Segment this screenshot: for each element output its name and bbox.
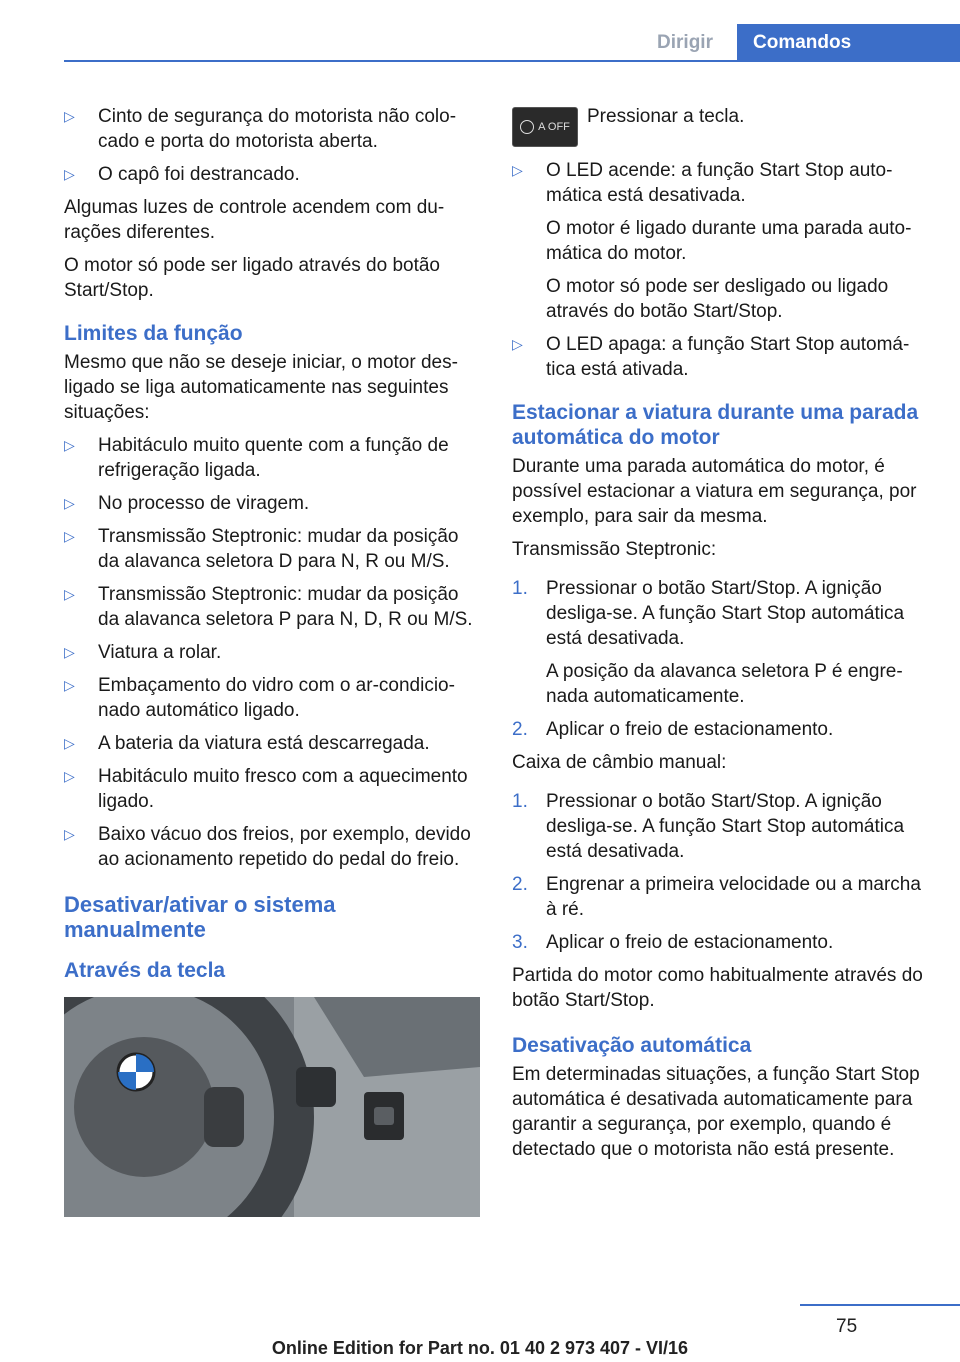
paragraph: Durante uma parada automática do motor, é possível estacionar a viatura em segurança, por exemplo, para sair da mesma.: [512, 456, 917, 527]
key-instruction: Pressionar a tecla.: [587, 106, 745, 127]
list-item: ▷ Baixo vácuo dos freios, por exemplo, devido ao acionamento repetido do pedal do freio.: [64, 824, 471, 870]
list-item: ▷ Habitáculo muito fresco com a aquecimento ligado.: [64, 766, 468, 812]
paragraph: Em determinadas situações, a função Start Stop automática é desativada automaticamente para garantir a segurança, por exemplo, quando é detectado que o motorista não está presente.: [512, 1064, 920, 1160]
left-column: [64, 104, 480, 1217]
header-section: Dirigir: [657, 32, 713, 53]
list-item: ▷ Transmissão Steptronic: mudar da posição da alavanca seletora P para N, D, R ou M/S.: [64, 584, 473, 630]
list-item: ▷ Cinto de segurança do motorista não colocado e porta do motorista aberta.: [64, 106, 457, 152]
heading-manual: Desativar/ativar o sistema manualmente: [64, 892, 336, 942]
triangle-bullet-icon: ▷: [512, 162, 523, 178]
start-stop-off-key: A OFF: [512, 107, 578, 147]
triangle-bullet-icon: ▷: [64, 586, 75, 602]
key-row: [512, 104, 928, 144]
list-item: ▷ Habitáculo muito quente com a função de refrigeração ligada.: [64, 435, 449, 481]
bullet-list-led: [512, 158, 928, 382]
list-item: ▷ Transmissão Steptronic: mudar da posição da alavanca seletora D para N, R ou M/S.: [64, 526, 459, 572]
dashboard-illustration: [64, 997, 480, 1217]
triangle-bullet-icon: ▷: [64, 826, 75, 842]
triangle-bullet-icon: ▷: [64, 495, 75, 511]
right-column: [512, 104, 928, 1170]
heading-park: Estacionar a viatura durante uma parada automática do motor: [512, 401, 919, 449]
heading-auto: Desativação automática: [512, 1034, 752, 1057]
list-item: 2. Engrenar a primeira velocidade ou a marcha à ré.: [512, 874, 921, 920]
list-item: ▷ Viatura a rolar.: [64, 642, 222, 663]
paragraph: Partida do motor como habitualmente através do botão Start/Stop.: [512, 965, 923, 1011]
paragraph: Caixa de câmbio manual:: [512, 752, 727, 773]
triangle-bullet-icon: ▷: [64, 677, 75, 693]
triangle-bullet-icon: ▷: [64, 437, 75, 453]
heading-key: Através da tecla: [64, 959, 226, 982]
triangle-bullet-icon: ▷: [64, 528, 75, 544]
list-item: ▷ Embaçamento do vidro com o ar-condicionado automático ligado.: [64, 675, 455, 721]
list-item: ▷ O LED acende: a função Start Stop automática está desativada. O motor é ligado durante uma parada automática do motor. O motor só pode ser desligado ou ligado através do botão Start/Stop.: [512, 160, 912, 322]
bullet-list-limits: [64, 433, 480, 872]
list-item: 3. Aplicar o freio de estacionamento.: [512, 932, 834, 953]
header-chapter: Comandos: [737, 24, 960, 61]
manual-steps: [512, 789, 928, 955]
triangle-bullet-icon: ▷: [64, 735, 75, 751]
paragraph: Transmissão Steptronic:: [512, 539, 717, 560]
list-item: 1. Pressionar o botão Start/Stop. A ignição desliga-se. A função Start Stop automática está desativada. A posição da alavanca seletora P é engrenada automaticamente.: [512, 578, 905, 707]
edition-footer: Online Edition for Part no. 01 40 2 973 407 - VI/16: [271, 1338, 689, 1358]
paragraph: Algumas luzes de controle acendem com durações diferentes.: [64, 197, 445, 243]
list-item: 1. Pressionar o botão Start/Stop. A ignição desliga-se. A função Start Stop automática está desativada.: [512, 791, 905, 862]
page-number: 75: [836, 1316, 858, 1337]
paragraph: Mesmo que não se deseje iniciar, o motor desligado se liga automaticamente nas seguintes situações:: [64, 352, 458, 423]
triangle-bullet-icon: ▷: [64, 768, 75, 784]
list-item: ▷ O capô foi destrancado.: [64, 164, 300, 185]
triangle-bullet-icon: ▷: [512, 336, 523, 352]
list-item: ▷ A bateria da viatura está descarregada.: [64, 733, 430, 754]
triangle-bullet-icon: ▷: [64, 108, 75, 124]
paragraph: O motor só pode ser ligado através do botão Start/Stop.: [64, 255, 441, 301]
list-item: ▷ No processo de viragem.: [64, 493, 310, 514]
triangle-bullet-icon: ▷: [64, 166, 75, 182]
heading-limits: Limites da função: [64, 322, 243, 345]
steering-wheel-photo: [64, 997, 480, 1217]
bullet-list-top: [64, 104, 480, 187]
steptronic-steps: [512, 576, 928, 742]
footer-rule: [800, 1304, 960, 1306]
triangle-bullet-icon: ▷: [64, 644, 75, 660]
list-item: ▷ O LED apaga: a função Start Stop automática está ativada.: [512, 334, 910, 380]
auto-start-stop-icon: [520, 120, 534, 134]
list-item: 2. Aplicar o freio de estacionamento.: [512, 719, 834, 740]
